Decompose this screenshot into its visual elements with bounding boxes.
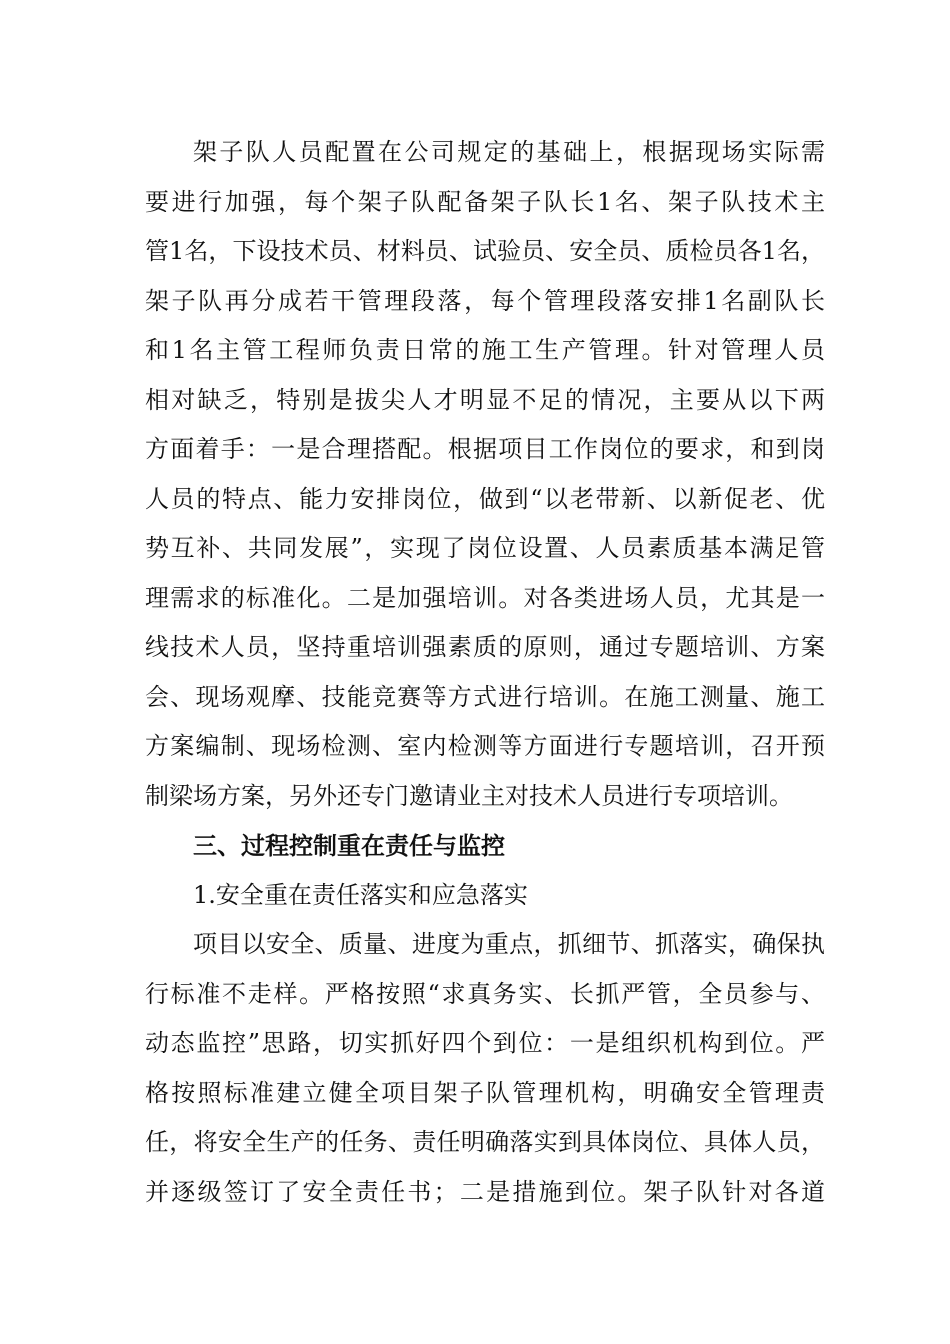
document-body: [145, 128, 825, 1217]
paragraph-2-line-6: 并逐级签订了安全责任书；二是措施到位。架子队针对各道: [145, 1177, 825, 1206]
paragraph-1-line-2: 要进行加强，每个架子队配备架子队长1名、架子队技术主: [145, 187, 825, 216]
paragraph-1-line-1: 架子队人员配置在公司规定的基础上，根据现场实际需: [193, 138, 825, 166]
paragraph-1-line-5: 和1名主管工程师负责日常的施工生产管理。针对管理人员: [145, 336, 825, 364]
paragraph-1-line-9: 势互补、共同发展”，实现了岗位设置、人员素质基本满足管: [145, 534, 825, 562]
paragraph-1-line-12: 会、现场观摩、技能竞赛等方式进行培训。在施工测量、施工: [145, 682, 825, 711]
subsection-heading: 1.安全重在责任落实和应急落实: [193, 880, 528, 909]
paragraph-1-line-3: 管1名，下设技术员、材料员、试验员、安全员、质检员各1名，: [145, 237, 825, 265]
paragraph-1-line-13: 方案编制、现场检测、室内检测等方面进行专题培训，召开预: [145, 732, 825, 760]
paragraph-1-line-6: 相对缺乏，特别是拔尖人才明显不足的情况，主要从以下两: [145, 385, 825, 414]
paragraph-1-line-8: 人员的特点、能力安排岗位，做到“以老带新、以新促老、优: [145, 484, 825, 513]
section-heading: 三、过程控制重在责任与监控: [193, 831, 505, 860]
paragraph-2-line-2: 行标准不走样。严格按照“求真务实、长抓严管，全员参与、: [145, 979, 825, 1008]
paragraph-1-line-11: 线技术人员，坚持重培训强素质的原则，通过专题培训、方案: [145, 633, 825, 661]
paragraph-2-line-5: 任，将安全生产的任务、责任明确落实到具体岗位、具体人员，: [145, 1128, 825, 1156]
paragraph-2-line-4: 格按照标准建立健全项目架子队管理机构，明确安全管理责: [145, 1078, 825, 1107]
paragraph-1-line-7: 方面着手：一是合理搭配。根据项目工作岗位的要求，和到岗: [145, 435, 825, 463]
paragraph-1-line-4: 架子队再分成若干管理段落，每个管理段落安排1名副队长: [145, 286, 825, 315]
paragraph-2-line-1: 项目以安全、质量、进度为重点，抓细节、抓落实，确保执: [193, 930, 825, 958]
paragraph-2-line-3: 动态监控”思路，切实抓好四个到位：一是组织机构到位。严: [145, 1029, 825, 1057]
paragraph-1-line-14: 制梁场方案，另外还专门邀请业主对技术人员进行专项培训。: [145, 781, 793, 810]
paragraph-1-line-10: 理需求的标准化。二是加强培训。对各类进场人员，尤其是一: [145, 583, 825, 612]
